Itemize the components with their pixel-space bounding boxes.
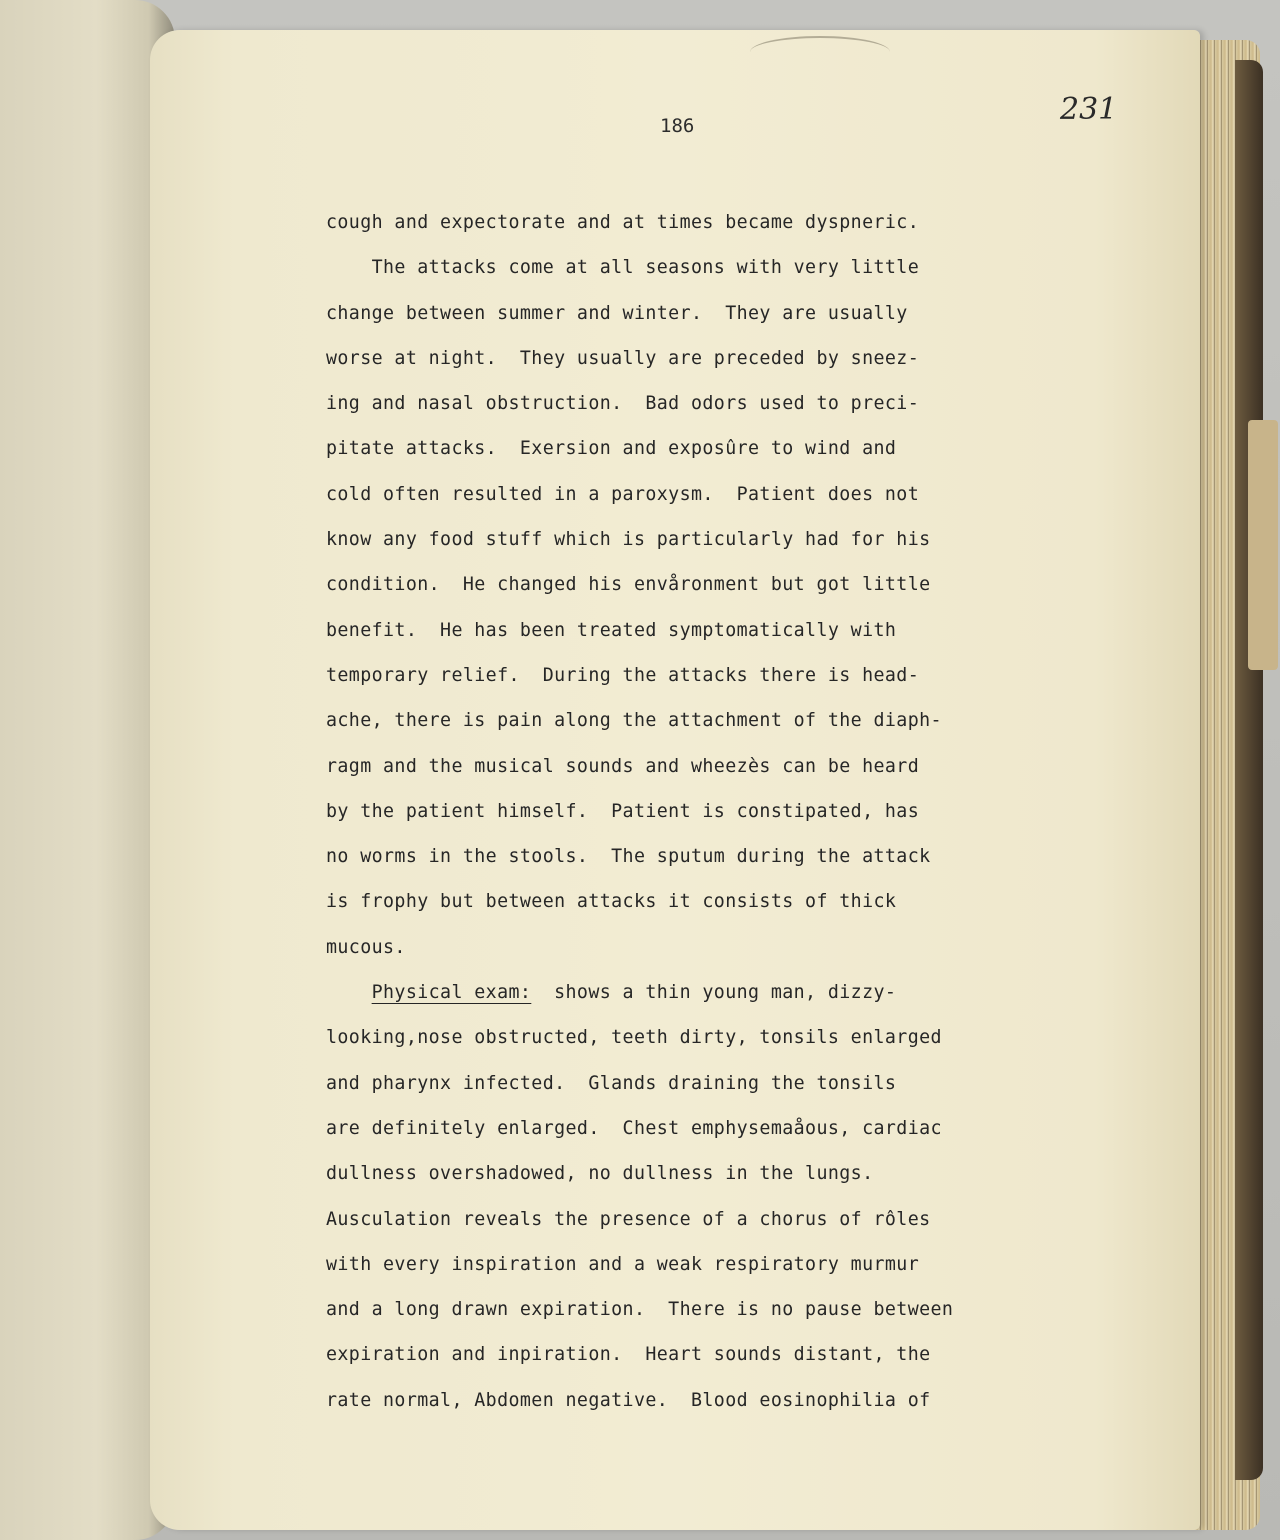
book-cover-edge	[1235, 60, 1263, 1480]
page-number: 186	[660, 115, 695, 137]
section-heading: Physical exam:	[371, 982, 532, 1004]
text-line: dullness overshadowed, no dullness in the lungs.	[326, 1163, 874, 1185]
typed-page	[150, 30, 1200, 1530]
text-line: mucous.	[326, 936, 406, 958]
left-facing-page	[0, 0, 175, 1540]
section-line-text: shows a thin young man, dizzy-	[531, 982, 897, 1004]
text-line: cold often resulted in a paroxysm. Patient does not	[326, 483, 920, 505]
text-line: ache, there is pain along the attachment of the diaph-	[326, 710, 942, 732]
text-line: with every inspiration and a weak respiratory murmur	[326, 1253, 920, 1275]
text-line: The attacks come at all seasons with very little	[326, 257, 920, 279]
text-line: pitate attacks. Exersion and exposûre to wind and	[326, 438, 897, 460]
text-line: expiration and inpiration. Heart sounds distant, the	[326, 1344, 931, 1366]
text-line: and a long drawn expiration. There is no pause between	[326, 1299, 954, 1321]
handwritten-folio-number: 231	[1060, 92, 1118, 127]
section-line	[326, 970, 1086, 1015]
indent	[326, 982, 372, 1003]
text-line: ing and nasal obstruction. Bad odors used to preci-	[326, 393, 920, 415]
text-line: benefit. He has been treated symptomatically with	[326, 619, 897, 641]
text-line: worse at night. They usually are preceded by sneez-	[326, 347, 920, 369]
binding-thread	[750, 36, 890, 68]
page-tab	[1248, 420, 1278, 670]
text-line: Ausculation reveals the presence of a chorus of rôles	[326, 1208, 931, 1230]
text-line: change between summer and winter. They are usually	[326, 302, 908, 324]
text-line: cough and expectorate and at times became dyspneric.	[326, 212, 920, 233]
text-line: are definitely enlarged. Chest emphysemaåous, cardiac	[326, 1117, 942, 1139]
text-line: condition. He changed his envåronment but got little	[326, 574, 931, 596]
text-line: looking,nose obstructed, teeth dirty, tonsils enlarged	[326, 1027, 942, 1049]
text-line: know any food stuff which is particularly had for his	[326, 529, 931, 551]
text-line: ragm and the musical sounds and wheezès can be heard	[326, 755, 920, 777]
text-line: and pharynx infected. Glands draining the tonsils	[326, 1072, 897, 1094]
body-text	[326, 200, 1086, 1423]
text-line: is frophy but between attacks it consists of thick	[326, 891, 897, 913]
text-line: rate normal, Abdomen negative. Blood eosinophilia of	[326, 1389, 931, 1411]
text-line: by the patient himself. Patient is constipated, has	[326, 800, 920, 822]
text-line: temporary relief. During the attacks there is head-	[326, 664, 920, 686]
text-line: no worms in the stools. The sputum during the attack	[326, 846, 931, 868]
